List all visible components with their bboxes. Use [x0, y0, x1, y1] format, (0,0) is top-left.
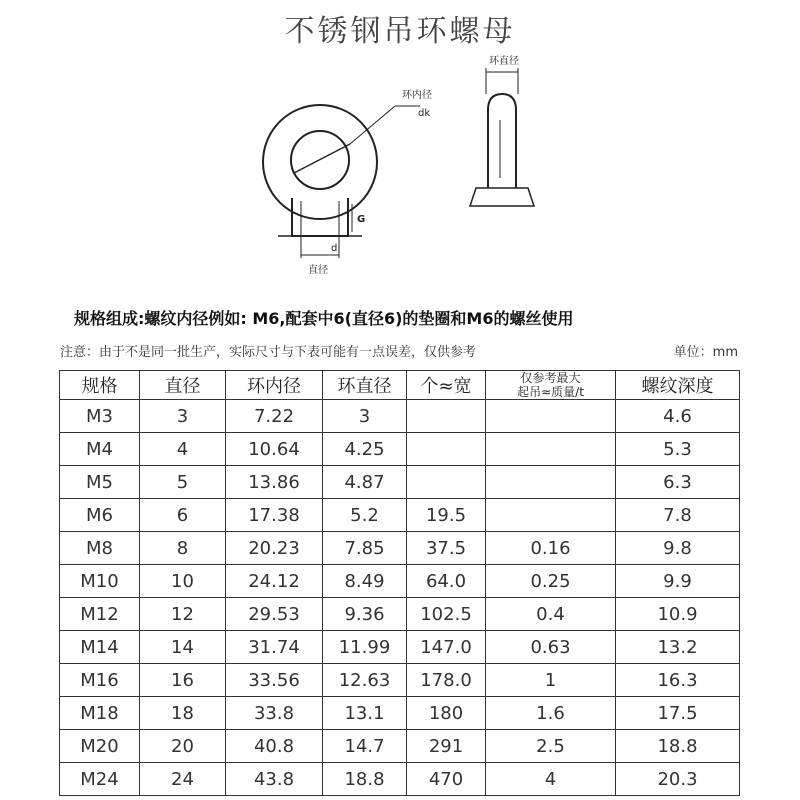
- cell-inner-diameter: 24.12: [226, 565, 323, 598]
- cell-max-load: 0.63: [486, 631, 616, 664]
- cell-thread-depth: 17.5: [616, 697, 740, 730]
- cell-ring-diameter: 8.49: [323, 565, 407, 598]
- cell-spec: M3: [60, 400, 140, 433]
- cell-width: 64.0: [407, 565, 486, 598]
- cell-thread-depth: 20.3: [616, 763, 740, 796]
- cell-ring-diameter: 18.8: [323, 763, 407, 796]
- table-row: [60, 598, 740, 631]
- cell-inner-diameter: 43.8: [226, 763, 323, 796]
- cell-ring-diameter: 12.63: [323, 664, 407, 697]
- cell-max-load: [486, 400, 616, 433]
- eye-nut-diagram: [0, 48, 800, 288]
- cell-spec: M16: [60, 664, 140, 697]
- cell-width: 178.0: [407, 664, 486, 697]
- header-width: 个≈宽: [407, 371, 486, 400]
- cell-diameter: 10: [140, 565, 226, 598]
- cell-diameter: 20: [140, 730, 226, 763]
- cell-spec: M8: [60, 532, 140, 565]
- cell-ring-diameter: 11.99: [323, 631, 407, 664]
- cell-spec: M12: [60, 598, 140, 631]
- header-spec: 规格: [60, 371, 140, 400]
- cell-width: 470: [407, 763, 486, 796]
- cell-thread-depth: 7.8: [616, 499, 740, 532]
- table-row: [60, 730, 740, 763]
- table-row: [60, 433, 740, 466]
- cell-thread-depth: 4.6: [616, 400, 740, 433]
- unit-label: 单位：mm: [673, 345, 738, 360]
- cell-diameter: 12: [140, 598, 226, 631]
- cell-thread-depth: 13.2: [616, 631, 740, 664]
- cell-spec: M18: [60, 697, 140, 730]
- cell-ring-diameter: 3: [323, 400, 407, 433]
- table-row: [60, 466, 740, 499]
- cell-ring-diameter: 14.7: [323, 730, 407, 763]
- cell-ring-diameter: 13.1: [323, 697, 407, 730]
- cell-inner-diameter: 29.53: [226, 598, 323, 631]
- cell-max-load: 4: [486, 763, 616, 796]
- cell-diameter: 6: [140, 499, 226, 532]
- cell-width: 102.5: [407, 598, 486, 631]
- cell-width: 180: [407, 697, 486, 730]
- header-diameter: 直径: [140, 371, 226, 400]
- spec-table: [59, 370, 740, 796]
- cell-width: 37.5: [407, 532, 486, 565]
- header-inner-diameter: 环内径: [226, 371, 323, 400]
- cell-thread-depth: 5.3: [616, 433, 740, 466]
- cell-width: [407, 400, 486, 433]
- table-row: [60, 631, 740, 664]
- header-thread-depth: 螺纹深度: [616, 371, 740, 400]
- cell-diameter: 8: [140, 532, 226, 565]
- cell-inner-diameter: 7.22: [226, 400, 323, 433]
- cell-width: [407, 433, 486, 466]
- label-inner-diameter: 环内径: [402, 90, 432, 101]
- cell-ring-diameter: 5.2: [323, 499, 407, 532]
- cell-thread-depth: 9.9: [616, 565, 740, 598]
- cell-diameter: 18: [140, 697, 226, 730]
- cell-thread-depth: 16.3: [616, 664, 740, 697]
- cell-ring-diameter: 7.85: [323, 532, 407, 565]
- cell-inner-diameter: 40.8: [226, 730, 323, 763]
- cell-diameter: 14: [140, 631, 226, 664]
- label-straight-diameter: 直径: [308, 265, 328, 276]
- table-row: [60, 532, 740, 565]
- cell-inner-diameter: 10.64: [226, 433, 323, 466]
- cell-max-load: 1: [486, 664, 616, 697]
- spec-description: 规格组成:螺纹内径例如: M6,配套中6(直径6)的垫圈和M6的螺丝使用: [74, 309, 574, 328]
- cell-spec: M5: [60, 466, 140, 499]
- cell-spec: M4: [60, 433, 140, 466]
- cell-ring-diameter: 4.25: [323, 433, 407, 466]
- cell-width: 147.0: [407, 631, 486, 664]
- label-g: G: [357, 214, 366, 225]
- cell-width: [407, 466, 486, 499]
- cell-diameter: 24: [140, 763, 226, 796]
- cell-thread-depth: 9.8: [616, 532, 740, 565]
- cell-max-load: [486, 499, 616, 532]
- cell-max-load: 0.25: [486, 565, 616, 598]
- cell-diameter: 5: [140, 466, 226, 499]
- cell-width: 291: [407, 730, 486, 763]
- cell-ring-diameter: 4.87: [323, 466, 407, 499]
- cell-diameter: 16: [140, 664, 226, 697]
- table-header-row: [60, 371, 740, 400]
- cell-width: 19.5: [407, 499, 486, 532]
- cell-max-load: 2.5: [486, 730, 616, 763]
- cell-inner-diameter: 20.23: [226, 532, 323, 565]
- cell-thread-depth: 6.3: [616, 466, 740, 499]
- tolerance-note: 注意：由于不是同一批生产，实际尺寸与下表可能有一点误差，仅供参考: [60, 345, 477, 360]
- table-row: [60, 499, 740, 532]
- cell-inner-diameter: 33.8: [226, 697, 323, 730]
- label-dk: dk: [418, 108, 431, 119]
- table-row: [60, 400, 740, 433]
- table-row: [60, 565, 740, 598]
- cell-max-load: 0.16: [486, 532, 616, 565]
- cell-inner-diameter: 31.74: [226, 631, 323, 664]
- cell-spec: M14: [60, 631, 140, 664]
- cell-max-load: 1.6: [486, 697, 616, 730]
- cell-thread-depth: 18.8: [616, 730, 740, 763]
- cell-max-load: [486, 433, 616, 466]
- page-title: 不锈钢吊环螺母: [284, 14, 516, 49]
- cell-spec: M6: [60, 499, 140, 532]
- table-row: [60, 697, 740, 730]
- cell-inner-diameter: 33.56: [226, 664, 323, 697]
- cell-inner-diameter: 13.86: [226, 466, 323, 499]
- cell-spec: M10: [60, 565, 140, 598]
- cell-spec: M20: [60, 730, 140, 763]
- front-view: [263, 105, 420, 258]
- label-d: d: [331, 243, 338, 254]
- cell-diameter: 4: [140, 433, 226, 466]
- cell-max-load: 0.4: [486, 598, 616, 631]
- cell-spec: M24: [60, 763, 140, 796]
- side-view: [470, 68, 534, 206]
- cell-inner-diameter: 17.38: [226, 499, 323, 532]
- header-max-load-line1: 仅参考最大: [520, 371, 581, 385]
- label-ring-diameter: 环直径: [489, 56, 519, 67]
- header-max-load: [486, 371, 616, 400]
- header-ring-diameter: 环直径: [323, 371, 407, 400]
- cell-max-load: [486, 466, 616, 499]
- cell-ring-diameter: 9.36: [323, 598, 407, 631]
- cell-thread-depth: 10.9: [616, 598, 740, 631]
- cell-diameter: 3: [140, 400, 226, 433]
- table-row: [60, 664, 740, 697]
- table-row: [60, 763, 740, 796]
- header-max-load-line2: 起吊≈质量/t: [517, 385, 584, 399]
